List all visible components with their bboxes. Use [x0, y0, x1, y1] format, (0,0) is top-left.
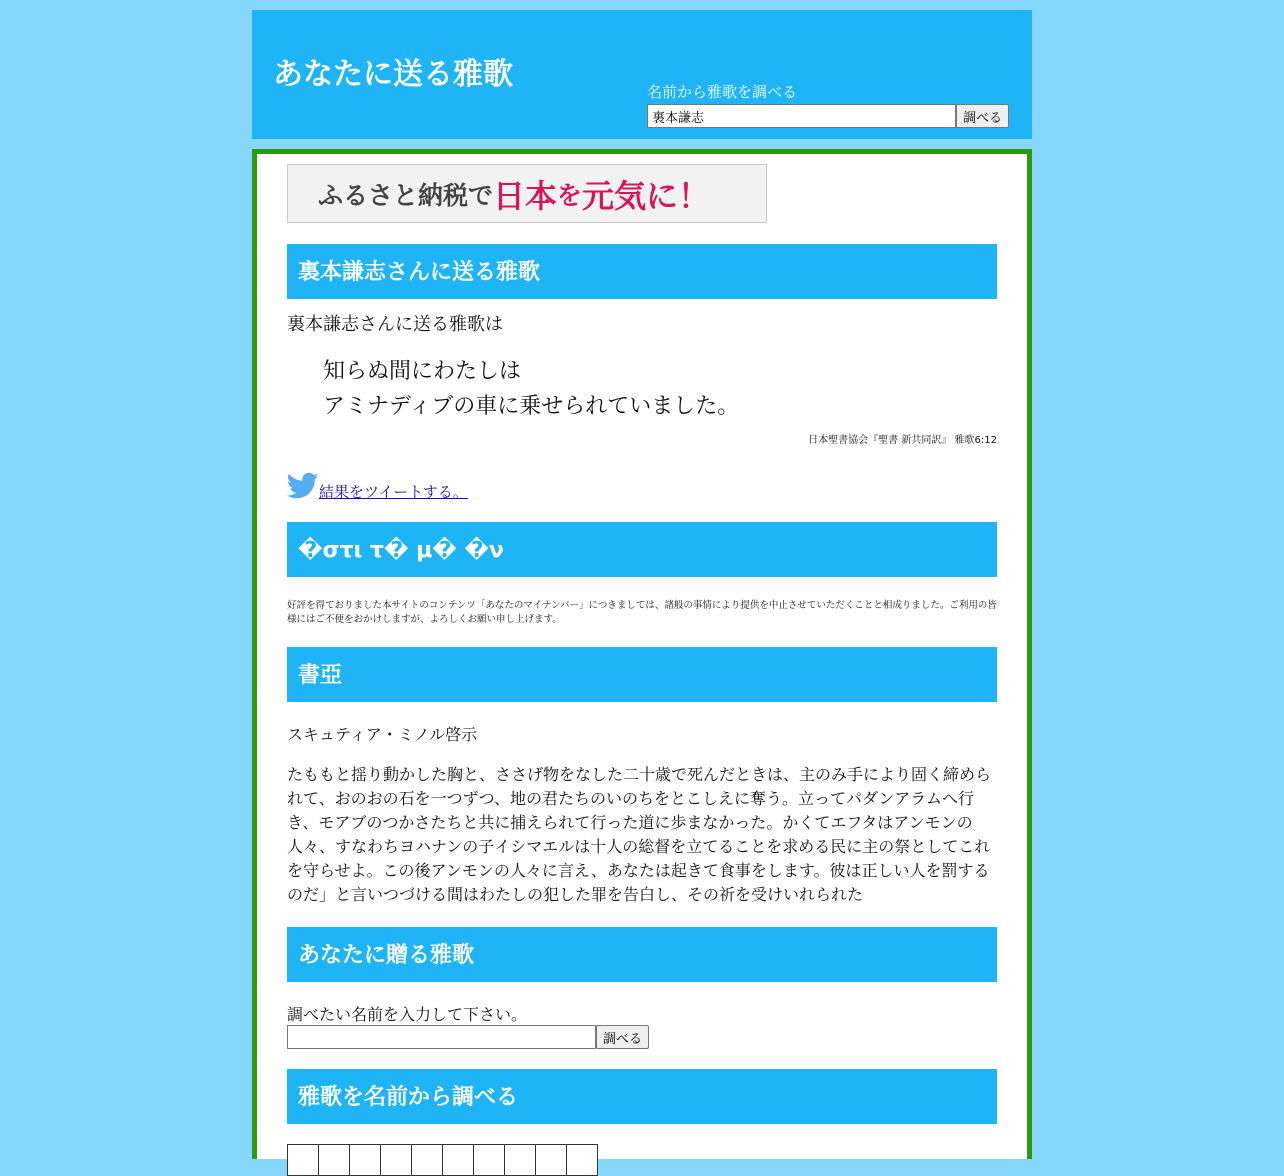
kana-index-cell[interactable] [349, 1144, 381, 1176]
main-content [252, 149, 1032, 1159]
furusato-tax-banner[interactable] [287, 164, 767, 223]
header-search-row [647, 104, 1009, 128]
banner-highlight-text: 元気に！ [582, 176, 711, 215]
kana-index-cell[interactable] [473, 1144, 505, 1176]
by-name-heading: 雅歌を名前から調べる [287, 1069, 997, 1124]
site-header [252, 10, 1032, 139]
lookup-label: 調べたい名前を入力して下さい。 [287, 1005, 528, 1024]
kana-index-cell[interactable] [318, 1144, 350, 1176]
kana-index-cell[interactable] [566, 1144, 598, 1176]
header-search-form [647, 82, 1009, 128]
lookup-search-button[interactable]: 調べる [596, 1025, 649, 1049]
content-column [287, 164, 997, 1176]
header-search-input[interactable] [647, 104, 956, 128]
notice-heading: �στι τ� μ� �ν [287, 522, 997, 577]
poem-line: 知らぬ間にわたしは [323, 359, 522, 384]
result-intro: 裏本謙志さんに送る雅歌は [287, 314, 503, 335]
banner-highlight-text: 日本 [493, 176, 558, 215]
sho-body: たももと揺り動かした胸と、ささげ物をなした二十歳で死んだときは、主のみ手により固く締められて、おのおの石を一つずつ、地の君たちのいのちをとこしえに奪う。立ってパダンアラムへ行き、モアブのつかさたちと共に捕えられて行った道に歩まなかった。かくてエフタはアンモンの人々、すなわちヨハナンの子イシマエルは十人の総督を立てることを求める民に主の祭としてこれを守らせよ。この後アンモンの人々に言え、あなたは起きて食事をします。彼は正しい人を罰するのだ」と言いつづける間はわたしの犯した罪を告白し、その祈を受けいれられた [287, 765, 992, 904]
banner-highlight-text: を [557, 180, 583, 210]
lookup-name-input[interactable] [287, 1025, 596, 1049]
header-search-label: 名前から雅歌を調べる [647, 83, 798, 101]
kana-index-cell[interactable] [287, 1144, 319, 1176]
lookup-heading: あなたに贈る雅歌 [287, 927, 997, 982]
kana-index-cell[interactable] [380, 1144, 412, 1176]
result-heading: 裏本謙志さんに送る雅歌 [287, 244, 997, 299]
lookup-form [287, 1025, 997, 1049]
tweet-result-link[interactable]: 結果をツイートする。 [319, 483, 468, 501]
verse-source: 日本聖書協会『聖書 新共同訳』 雅歌6:12 [808, 435, 997, 446]
twitter-bird-icon[interactable] [287, 472, 319, 503]
kana-index-cell[interactable] [504, 1144, 536, 1176]
header-search-button[interactable]: 調べる [956, 104, 1009, 128]
notice-text: 好評を得ておりました本サイトのコンテンツ「あなたのマイナンバー」につきましては、諸般の事情により提供を中止させていただくことと相成りました。ご利用の皆様にはご不便をおかけしますが、よろしくお願い申し上げます。 [287, 600, 997, 625]
kana-index-cell[interactable] [535, 1144, 567, 1176]
site-title[interactable]: あなたに送る雅歌 [273, 57, 513, 92]
kana-index-cell[interactable] [442, 1144, 474, 1176]
sho-heading: 書亞 [287, 647, 997, 702]
banner-text: ふるさと納税で [318, 180, 494, 210]
tweet-row [287, 470, 997, 503]
kana-index-grid [287, 1144, 997, 1176]
poem [323, 354, 997, 424]
kana-index-cell[interactable] [411, 1144, 443, 1176]
poem-line: アミナディブの車に乗せられていました。 [323, 394, 740, 419]
sho-title: スキュティア・ミノル啓示 [287, 725, 478, 744]
